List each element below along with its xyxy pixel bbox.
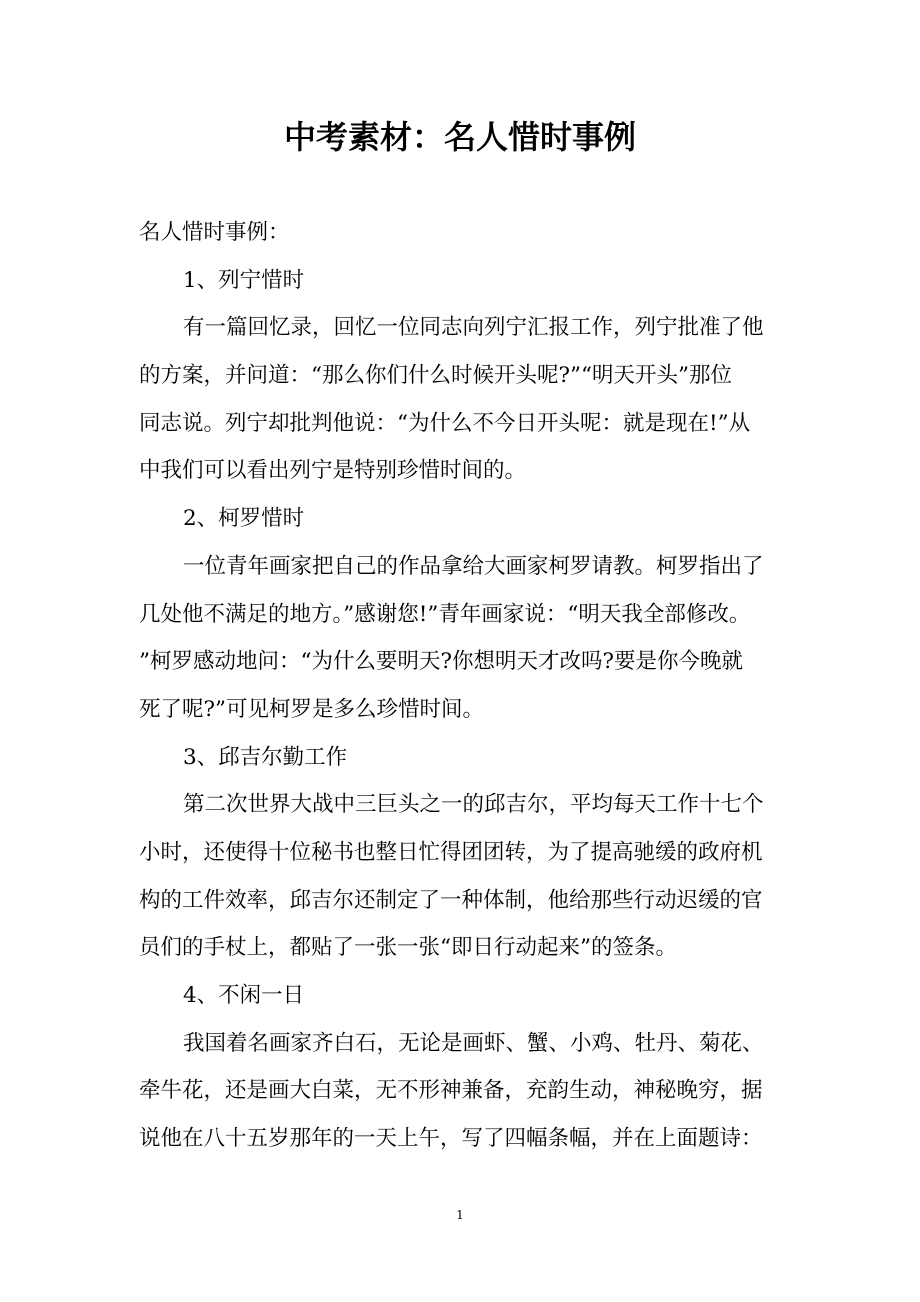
- section-heading: 3、邱吉尔勤工作: [183, 744, 348, 770]
- section-heading: 4、不闲一日: [183, 983, 305, 1008]
- paragraph-line: 第二次世界大战中三巨头之一的邱吉尔，平均每天工作十七个: [183, 792, 764, 818]
- section-heading: 1、列宁惜时: [183, 267, 305, 293]
- paragraph-line: 死了呢?”可见柯罗是多么珍惜时间。: [139, 696, 485, 722]
- intro-line: 名人惜时事例：: [139, 220, 290, 245]
- section-heading: 2、柯罗惜时: [183, 506, 305, 532]
- paragraph-line: 构的工件效率，邱吉尔还制定了一种体制，他给那些行动迟缓的官: [139, 887, 763, 913]
- paragraph-line: 员们的手杖上，都贴了一张一张“即日行动起来”的签条。: [139, 935, 677, 961]
- paragraph-line: 小时，还使得十位秘书也整日忙得团团转，为了提高驰缓的政府机: [139, 839, 763, 865]
- document-title: 中考素材：名人惜时事例: [283, 118, 636, 156]
- paragraph-line: 有一篇回忆录，回忆一位同志向列宁汇报工作，列宁批准了他: [183, 315, 764, 341]
- paragraph-line: 几处他不满足的地方。”感谢您!”青年画家说：“明天我全部修改。: [139, 601, 751, 627]
- paragraph-line: 一位青年画家把自己的作品拿给大画家柯罗请教。柯罗指出了: [183, 553, 764, 579]
- paragraph-line: 说他在八十五岁那年的一天上午，写了四幅条幅，并在上面题诗：: [139, 1126, 763, 1152]
- paragraph-line: ”柯罗感动地问：“为什么要明天?你想明天才改吗?要是你今晚就: [139, 649, 744, 675]
- paragraph-line: 的方案，并问道：“那么你们什么时候开头呢?”“明天开头”那位: [139, 363, 732, 389]
- page-number: 1: [456, 1208, 464, 1222]
- paragraph-line: 同志说。列宁却批判他说：“为什么不今日开头呢：就是现在!”从: [139, 410, 751, 436]
- document-body: [139, 209, 789, 1163]
- paragraph-line: 我国着名画家齐白石，无论是画虾、蟹、小鸡、牡丹、菊花、: [183, 1030, 764, 1056]
- paragraph-line: 牵牛花，还是画大白菜，无不形神兼备，充韵生动，神秘晚穷，据: [139, 1078, 763, 1104]
- paragraph-line: 中我们可以看出列宁是特别珍惜时间的。: [139, 458, 527, 484]
